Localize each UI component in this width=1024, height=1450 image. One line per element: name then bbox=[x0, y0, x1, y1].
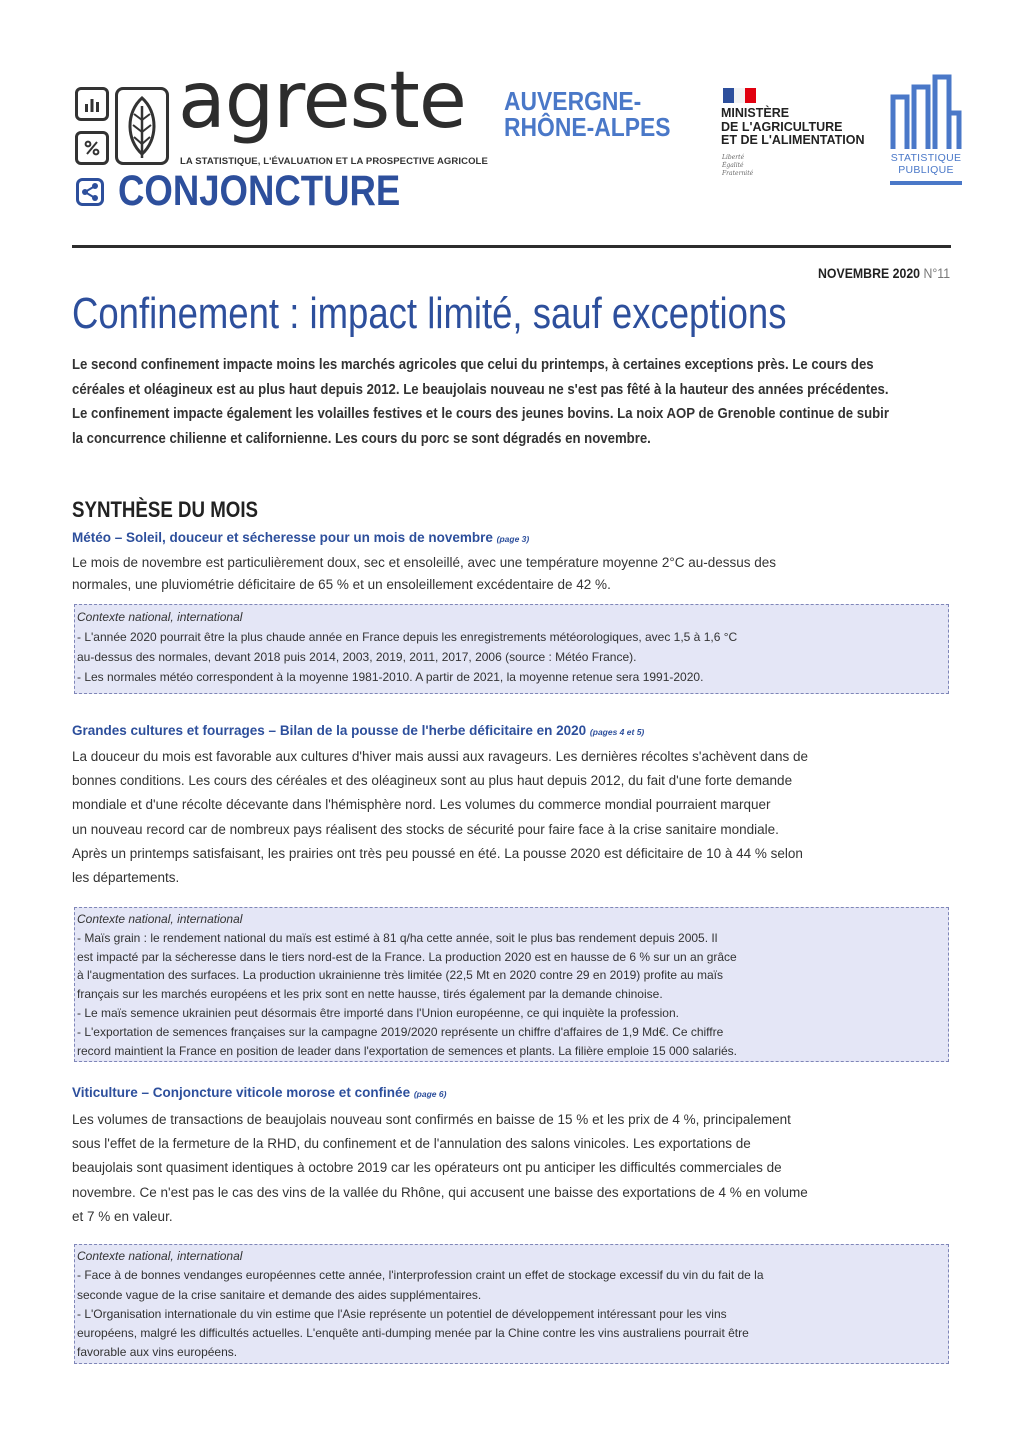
crops-line: mondiale et d'une récolte décevante dans l'hémisphère nord. Les volumes du commerce mondial pourraient marquer bbox=[72, 797, 771, 813]
context-line: - Les normales météo correspondent à la moyenne 1981-2010. A partir de 2021, la moyenne retenue sera 1991-2020. bbox=[77, 670, 704, 684]
wine-line: novembre. Ce n'est pas le cas des vins de la vallée du Rhône, qui accusent une baisse des exportations de 4 % en volume bbox=[72, 1184, 808, 1200]
bar-chart-icon bbox=[75, 87, 109, 121]
context-line: favorable aux vins européens. bbox=[77, 1345, 238, 1360]
wine-heading bbox=[72, 1085, 446, 1100]
context-title: Contexte national, international bbox=[77, 610, 243, 624]
context-line: - L'année 2020 pourrait être la plus chaude année en France depuis les enregistrements météorologiques, avec 1,5 à 1,6 °C bbox=[77, 630, 738, 644]
crops-heading bbox=[72, 723, 644, 738]
wine-line: et 7 % en valeur. bbox=[72, 1208, 173, 1224]
context-line: est impacté par la sécheresse dans le tiers nord-est de la France. La production 2020 est en hausse de 6 % sur un an grâce bbox=[77, 949, 737, 964]
lede-line: céréales et oléagineux est au plus haut depuis 2012. Le beaujolais nouveau ne s'est pas fêté à la hauteur des années précédentes. bbox=[72, 380, 889, 398]
statistique-publique-logo-icon bbox=[890, 73, 962, 153]
crops-line: La douceur du mois est favorable aux cultures d'hiver mais aussi aux ravageurs. Les dernières récoltes s'achèvent dans de bbox=[72, 749, 809, 764]
meteo-line: Le mois de novembre est particulièrement doux, sec et ensoleillé, avec une température moyenne 2°C au-dessus des bbox=[72, 555, 777, 570]
crops-line: bonnes conditions. Les cours des céréales et des oléagineux sont au plus haut depuis 2012, du fait d'une forte demande bbox=[72, 773, 793, 789]
meteo-heading-text: Météo – Soleil, douceur et sécheresse pour un mois de novembre bbox=[72, 530, 493, 545]
crops-line: Après un printemps satisfaisant, les prairies ont très peu poussé en été. La pousse 2020 est déficitaire de 10 à 44 % selon bbox=[72, 845, 803, 861]
context-line: - Maïs grain : le rendement national du maïs est estimé à 81 q/ha cette année, soit le plus bas rendement depuis 2005. Il bbox=[77, 930, 718, 945]
context-line: record maintient la France en position de leader dans l'exportation de semences et plants. La filière emploie 15 000 salariés. bbox=[77, 1043, 738, 1058]
issue-date: NOVEMBRE 2020 bbox=[817, 265, 920, 281]
motto-line: Liberté bbox=[722, 154, 745, 161]
issue-number: N°11 bbox=[923, 265, 950, 281]
context-line: - L'exportation de semences françaises sur la campagne 2019/2020 représente un chiffre d'affaires de 1,9 Md€. Ce chiffre bbox=[77, 1024, 724, 1039]
crops-heading-text: Grandes cultures et fourrages – Bilan de la pousse de l'herbe déficitaire en 2020 bbox=[72, 723, 587, 738]
agreste-logo-tiles bbox=[75, 87, 171, 167]
crops-line: un nouveau record car de nombreux pays réalisent des stocks de sécurité pour faire face à la crise sanitaire mondiale. bbox=[72, 821, 779, 837]
context-line: - Le maïs semence ukrainien peut désormais être importé dans l'Union européenne, ce qui inquiète la profession. bbox=[77, 1005, 679, 1020]
brand-tagline: LA STATISTIQUE, L'ÉVALUATION ET LA PROSPECTIVE AGRICOLE bbox=[180, 156, 488, 167]
crops-context-box bbox=[74, 907, 949, 1062]
wine-paragraph bbox=[72, 1108, 808, 1229]
ministry-name bbox=[721, 107, 864, 148]
motto-line: Égalité bbox=[722, 162, 744, 169]
crops-line: les départements. bbox=[72, 870, 180, 886]
wine-line: sous l'effet de la fermeture de la RHD, du confinement et de l'annulation des salons vinicoles. Les exportations de bbox=[72, 1136, 751, 1152]
wine-page-ref: (page 6) bbox=[413, 1089, 447, 1099]
meteo-line: normales, une pluviométrie déficitaire de 65 % et un ensoleillement excédentaire de 42 %. bbox=[72, 577, 611, 592]
region-name bbox=[504, 88, 671, 140]
wine-line: Les volumes de transactions de beaujolais nouveau sont confirmés en baisse de 15 % et les prix de 4 %, principalement bbox=[72, 1112, 791, 1127]
leaf-icon bbox=[115, 87, 169, 165]
context-line: - Face à de bonnes vendanges européennes cette année, l'interprofession craint un effet de stockage excessif du vin du fait de la bbox=[77, 1268, 764, 1283]
ministry-line: ET DE L'ALIMENTATION bbox=[721, 133, 865, 147]
percent-icon bbox=[75, 131, 109, 165]
ministry-line: DE L'AGRICULTURE bbox=[721, 119, 843, 134]
context-line: - L'Organisation internationale du vin estime que l'Asie représente un potentiel de développement intéressant pour les vins bbox=[77, 1306, 727, 1321]
issue-info bbox=[818, 265, 950, 281]
header-rule bbox=[72, 245, 951, 248]
lede-paragraph bbox=[72, 353, 951, 451]
context-line: français sur les marchés européens et les prix sont en nette hausse, tirés également par la demande chinoise. bbox=[77, 987, 663, 1002]
context-line: à l'augmentation des surfaces. La production ukrainienne très limitée (22,5 Mt en 2020 contre 29 en 2019) profite au maïs bbox=[77, 968, 724, 983]
lede-line: Le confinement impacte également les volailles festives et le cours des jeunes bovins. La noix AOP de Grenoble continue de subir bbox=[72, 405, 889, 422]
marianne-flag-icon bbox=[723, 88, 756, 103]
meteo-paragraph bbox=[72, 552, 776, 596]
wine-context-box bbox=[74, 1244, 949, 1364]
wine-heading-text: Viticulture – Conjoncture viticole morose et confinée bbox=[72, 1085, 411, 1100]
wine-line: beaujolais sont quasiment identiques à octobre 2019 car les opérateurs ont pu anticiper les difficultés commerciales de bbox=[72, 1160, 782, 1176]
meteo-context-box bbox=[74, 604, 949, 694]
stat-logo-underline bbox=[890, 181, 962, 185]
page-title: Confinement : impact limité, sauf exceptions bbox=[72, 289, 787, 338]
motto-line: Fraternité bbox=[722, 170, 754, 177]
crops-page-ref: (pages 4 et 5) bbox=[589, 727, 645, 737]
ministry-line: MINISTÈRE bbox=[721, 106, 790, 120]
stat-label-line: STATISTIQUE bbox=[890, 152, 962, 164]
meteo-page-ref: (page 3) bbox=[496, 534, 530, 544]
context-line: seconde vague de la crise sanitaire et demande des aides supplémentaires. bbox=[77, 1287, 482, 1302]
context-line: européens, malgré les difficultés actuelles. L'enquête anti-dumping menée par la Chine contre les vins australiens pourrait être bbox=[77, 1326, 749, 1341]
region-line: AUVERGNE- bbox=[504, 86, 642, 116]
region-line: RHÔNE-ALPES bbox=[504, 112, 671, 142]
republic-motto bbox=[722, 154, 753, 178]
brand-series: CONJONCTURE bbox=[118, 167, 401, 215]
network-icon bbox=[76, 178, 104, 206]
meteo-heading bbox=[72, 530, 529, 545]
context-title: Contexte national, international bbox=[77, 1249, 243, 1263]
statistique-publique-label bbox=[888, 152, 964, 176]
stat-label-line: PUBLIQUE bbox=[898, 164, 954, 176]
synthesis-heading: SYNTHÈSE DU MOIS bbox=[72, 497, 258, 522]
crops-paragraph bbox=[72, 745, 808, 890]
brand-name: agreste bbox=[178, 56, 466, 146]
context-line: au-dessus des normales, devant 2018 puis 2014, 2003, 2019, 2011, 2017, 2006 (source : Météo France). bbox=[77, 650, 637, 664]
lede-line: la concurrence chilienne et californienne. Les cours du porc se sont dégradés en novembre. bbox=[72, 429, 651, 447]
lede-line: Le second confinement impacte moins les marchés agricoles que celui du printemps, à certaines exceptions près. Le cours des bbox=[72, 356, 874, 373]
context-title: Contexte national, international bbox=[77, 912, 243, 926]
